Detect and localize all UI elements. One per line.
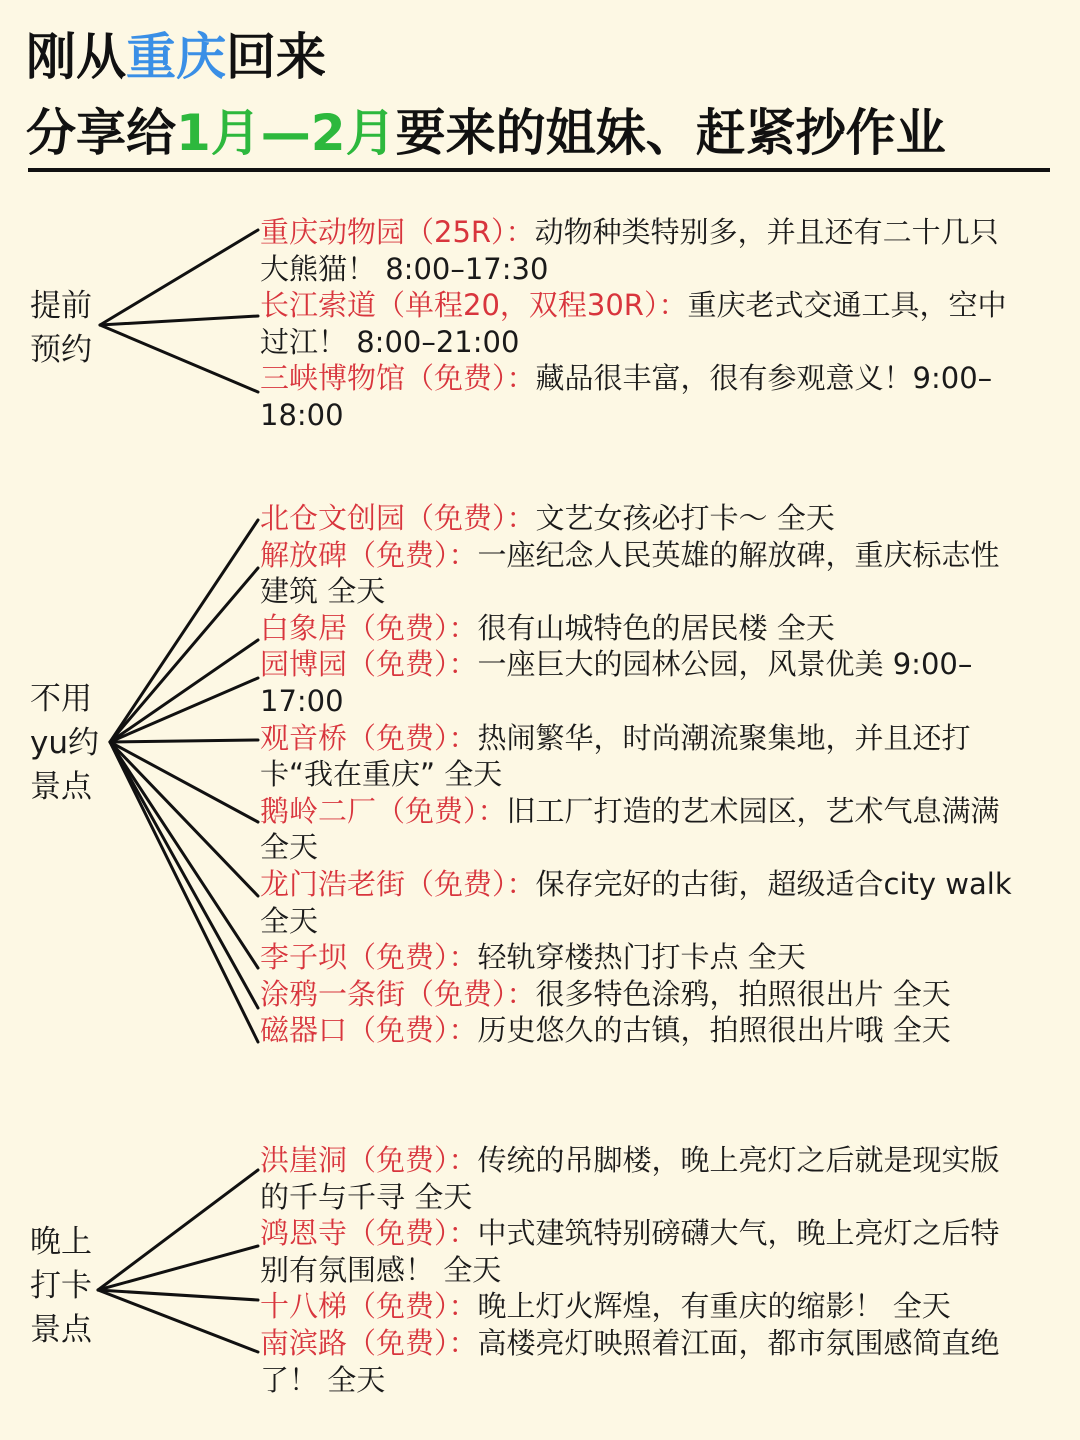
list-item [260,287,1020,360]
spot-description: 很有山城特色的居民楼 全天 [477,610,835,645]
spot-description: 一座巨大的园林公园，风景优美 9:00–17:00 [260,647,973,718]
title-text: 刚从 [26,28,126,86]
list-item [260,1142,1020,1215]
connector-line [98,1246,258,1290]
category-line: yu约 [30,725,99,761]
spot-name: 李子坝（免费）： [260,940,478,975]
list-item [260,793,1020,866]
spot-name: 白象居（免费）： [260,610,478,645]
connector-line [110,742,258,1042]
category-line: 景点 [30,769,92,805]
title-month-highlight: 1月—2月 [176,104,396,162]
spot-description: 藏品很丰富，很有参观意义！9:00–18:00 [260,361,993,432]
spot-name: 涂鸦一条街（免费）： [260,976,536,1011]
spot-description: 动物种类特别多，并且还有二十几只大熊猫！ 8:00–17:30 [260,215,999,286]
spot-description: 晚上灯火辉煌，有重庆的缩影！ 全天 [477,1289,951,1324]
title-city-highlight: 重庆 [126,28,226,86]
spot-description: 重庆老式交通工具，空中过江！ 8:00–21:00 [260,288,1007,359]
section-list [260,500,1020,1049]
connector-line [110,742,258,968]
category-line: 不用 [30,681,92,717]
title-text: 分享给 [26,104,176,162]
connector-line [100,325,258,392]
list-item [260,646,1020,719]
spot-description: 一座纪念人民英雄的解放碑，重庆标志性建筑 全天 [260,537,1000,609]
list-item [260,720,1020,793]
spot-name: 观音桥（免费）： [260,720,478,755]
category-label [30,284,92,372]
list-item [260,360,1020,433]
spot-description: 历史悠久的古镇，拍照很出片哦 全天 [477,1013,951,1048]
spot-description: 轻轨穿楼热门打卡点 全天 [477,940,806,975]
spot-description: 高楼亮灯映照着江面，都市氛围感简直绝了！ 全天 [260,1325,1000,1397]
spot-name: 鹅岭二厂（免费）： [260,793,507,828]
spot-name: 磁器口（免费）： [260,1013,478,1048]
list-item [260,1288,1020,1325]
category-line: 提前 [30,288,92,324]
list-item [260,214,1020,287]
spot-name: 鸿恩寺（免费）： [260,1216,478,1251]
connector-line [98,1170,258,1290]
spot-name: 重庆动物园（25R）： [260,215,535,249]
category-line: 预约 [30,332,92,368]
category-line: 晚上 [30,1224,92,1260]
category-line: 景点 [30,1312,92,1348]
spot-name: 园博园（免费）： [260,647,478,682]
connector-line [100,230,258,325]
spot-description: 保存完好的古街，超级适合city walk 全天 [260,866,1012,938]
list-item [260,500,1020,537]
spot-description: 旧工厂打造的艺术园区，艺术气息满满 全天 [260,793,1000,865]
list-item [260,976,1020,1013]
spot-name: 长江索道（单程20，双程30R）： [260,288,688,323]
category-line: 打卡 [30,1268,92,1304]
spot-description: 中式建筑特别磅礴大气，晚上亮灯之后特别有氛围感！ 全天 [260,1216,1000,1287]
spot-name: 洪崖洞（免费）： [260,1143,478,1177]
spot-description: 很多特色涂鸦，拍照很出片 全天 [535,976,951,1011]
section-list [260,1142,1020,1398]
spot-name: 龙门浩老街（免费）： [260,866,536,901]
list-item [260,1325,1020,1398]
category-label [30,677,99,809]
spot-description: 文艺女孩必打卡～ 全天 [535,501,835,535]
spot-name: 解放碑（免费）： [260,537,478,572]
list-item [260,1012,1020,1049]
category-label [30,1220,92,1352]
spot-description: 传统的吊脚楼，晚上亮灯之后就是现实版的千与千寻 全天 [260,1143,1000,1214]
spot-name: 十八梯（免费）： [260,1289,478,1324]
list-item [260,866,1020,939]
spot-description: 热闹繁华，时尚潮流聚集地，并且还打卡“我在重庆” 全天 [260,720,971,792]
title-text: 要来的姐妹、赶紧抄作业 [395,104,946,162]
title-text: 回来 [226,28,326,86]
list-item [260,610,1020,647]
spot-name: 南滨路（免费）： [260,1325,478,1360]
list-item [260,1215,1020,1288]
list-item [260,939,1020,976]
spot-name: 北仓文创园（免费）： [260,501,536,535]
spot-name: 三峡博物馆（免费）： [260,361,536,396]
connector-line [100,316,258,325]
list-item [260,537,1020,610]
connector-line [110,740,258,742]
section-list [260,214,1020,434]
